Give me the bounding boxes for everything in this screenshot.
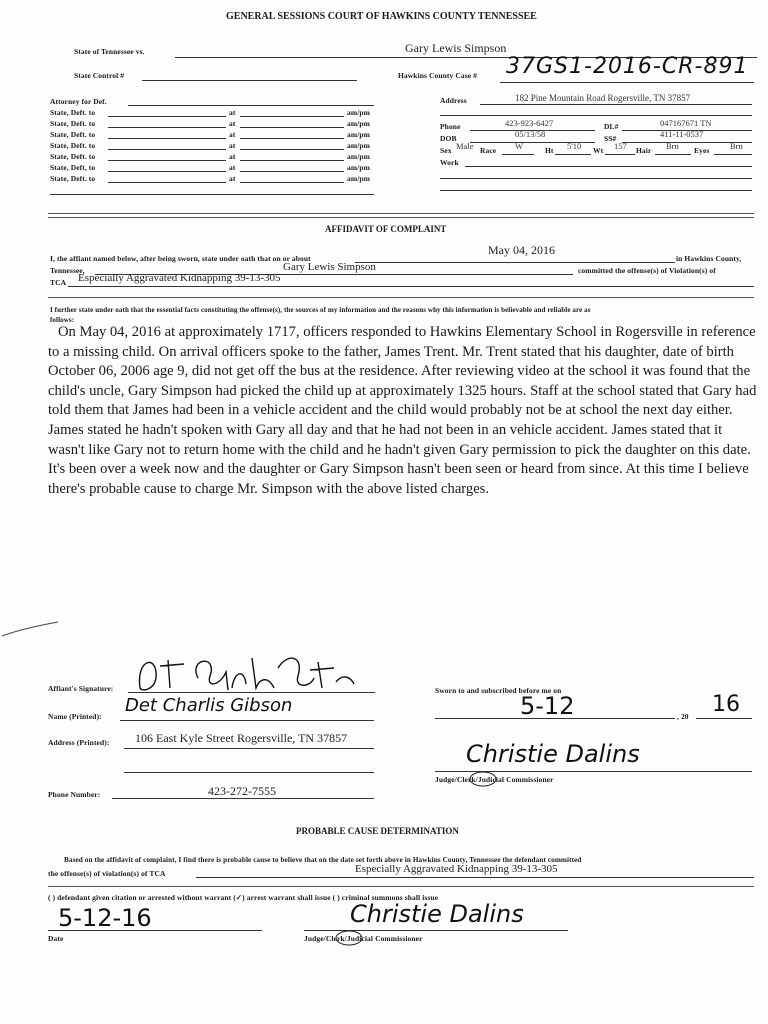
ampm-label: am/pm [347,163,370,172]
ss-label: SS# [604,134,617,143]
state-vs-label: State of Tennessee vs. [74,47,145,56]
sex-value: Male [456,141,474,151]
at-label: at [229,130,236,139]
margin-mark [0,618,60,642]
section-divider [48,886,754,887]
eyes-value: Brn [730,141,743,151]
ampm-label: am/pm [347,152,370,161]
at-label: at [229,152,236,161]
continuance-label: State, Deft. to [50,130,96,139]
at-label: at [229,163,236,172]
section-divider [48,213,754,214]
affidavit-narrative: On May 04, 2016 at approximately 1717, officers responded to Hawkins Elementary School in Rogersville in reference to a missing child. On arrival officers spoke to the father, James Trent. Mr. Trent stated that his daughter, date of birth October 06, 2006 age 9, did not get off the bus at the residence. After reviewing video at the school it was found that the child's uncle, Gary Simpson had picked the child up at approximately 1325 hours. Staff at the school stated that Gary had told them that James had been in a vehicle accident and the child would probably not be at school the next day either. James stated he hadn't spoken with Gary all day and that he had not been in an vehicle accident. James stated that it wasn't like Gary not to return home with the child and he hadn't given Gary permission to pick the daughter on this date. It's been over a week now and the daughter or Gary Simpson hasn't been seen or heard from since. At this time I believe there's probable cause to charge Mr. Simpson with the above listed charges. [48,324,757,497]
attorney-label: Attorney for Def. [50,97,107,106]
attorney-line [128,105,374,106]
sworn-year-handwritten: 16 [712,692,740,717]
ss-value: 411-11-0537 [660,129,704,139]
address-label: Address [440,96,467,105]
ampm-label: am/pm [347,174,370,183]
continuance-label: State, Deft. to [50,108,96,117]
ampm-label: am/pm [347,141,370,150]
state-control-label: State Control # [74,71,125,80]
clerk-circle [334,929,364,947]
section-divider [48,217,754,218]
pc-judge-signature: Christie Dalins [350,900,524,928]
affiant-signature [128,648,358,698]
left-blank-line [50,194,374,195]
affidavit-defendant: Gary Lewis Simpson [283,261,376,273]
dob-label: DOB [440,134,457,143]
affidavit-line1-a: I, the affiant named below, after being sworn, state under oath that on or about [50,254,311,263]
sworn-judge-label: Judge/Clerk/Judicial Commissioner [435,775,554,784]
affiant-name-label: Name (Printed): [48,712,102,721]
sworn-label: Sworn to and subscribed before me on [435,686,562,695]
further-state-line1: I further state under oath that the essential facts constituting the offense(s), the sources of my information and the reasons why this information is believable and reliable are as [50,306,591,314]
continuance-label: State, Deft. to [50,152,96,161]
address-line-2 [440,115,752,116]
affiant-name-handwritten: Det Charlis Gibson [125,695,293,716]
affidavit-line2-b: committed the offense(s) of Violation(s) of [578,266,716,275]
continuance-label: State, Deft. to [50,141,96,150]
at-label: at [229,119,236,128]
ampm-label: am/pm [347,130,370,139]
at-label: at [229,108,236,117]
eyes-label: Eyes [694,146,710,155]
affidavit-heading: AFFIDAVIT OF COMPLAINT [325,224,447,234]
defendant-name: Gary Lewis Simpson [405,41,507,55]
sworn-year-prefix: , 20 [677,712,689,721]
further-state-line2: follows: [50,316,75,324]
dob-value: 05/13/58 [515,129,546,139]
address-value: 182 Pine Mountain Road Rogersville, TN 37857 [515,93,691,103]
section-divider [48,297,754,298]
dl-value: 047167671 TN [660,118,712,128]
continuance-label: State, Deft, to [50,163,96,172]
pc-date-label: Date [48,934,64,943]
at-label: at [229,141,236,150]
address-line [480,104,752,105]
probable-cause-line1: Based on the affidavit of complaint, I find there is probable cause to believe that on the date set forth above in Hawkins County, Tennessee the defendant committed [64,856,582,864]
case-number-handwritten: 37GS1-2016-CR-891 [506,54,749,79]
probable-cause-tca-label: the offense(s) of violation(s) of TCA [48,869,166,878]
dl-label: DL# [604,122,619,131]
affidavit-tca-value: Especially Aggravated Kidnapping 39-13-305 [78,272,281,284]
affiant-phone-value: 423-272-7555 [208,784,276,798]
affidavit-line1-b: in Hawkins County, [676,254,742,263]
affidavit-date: May 04, 2016 [488,243,555,257]
sworn-date-handwritten: 5-12 [520,692,575,720]
race-value: W [515,141,524,151]
wt-value: 157 [614,141,627,151]
ht-value: 5'10 [567,141,582,151]
at-label: at [229,174,236,183]
probable-cause-tca-value: Especially Aggravated Kidnapping 39-13-305 [355,863,558,875]
clerk-circle [468,770,498,788]
state-control-line [142,80,357,81]
pc-date-handwritten: 5-12-16 [58,904,152,932]
court-title: GENERAL SESSIONS COURT OF HAWKINS COUNTY TENNESSEE [226,11,537,22]
hair-value: Brn [666,141,679,151]
wt-label: Wt [593,146,604,155]
case-number-line [500,82,754,83]
case-number-label: Hawkins County Case # [398,71,477,80]
warrant-options: ( ) defendant given citation or arrested without warrant (✓) arrest warrant shall issue ( ) criminal summons shall issue [48,893,439,902]
sworn-judge-signature: Christie Dalins [466,740,640,768]
pc-judge-label: Judge/Clerk/Judicial Commissioner [304,934,423,943]
affiant-phone-label: Phone Number: [48,790,101,799]
affiant-address-label: Address (Printed): [48,738,110,747]
affiant-signature-label: Affiant's Signature: [48,684,114,693]
ht-label: Ht [545,146,554,155]
continuance-label: State, Deft. to [50,119,96,128]
work-label: Work [440,158,459,167]
continuance-label: State, Deft. to [50,174,96,183]
ampm-label: am/pm [347,108,370,117]
sex-label: Sex [440,146,452,155]
phone-value: 423-923-6427 [505,118,554,128]
probable-cause-heading: PROBABLE CAUSE DETERMINATION [296,826,459,836]
phone-label: Phone [440,122,461,131]
affiant-address-value: 106 East Kyle Street Rogersville, TN 37857 [135,731,348,745]
hair-label: Hair [636,146,652,155]
affidavit-tca-label: TCA [50,278,67,287]
ampm-label: am/pm [347,119,370,128]
affidavit-line2-a: Tennessee, [50,266,85,275]
race-label: Race [480,146,497,155]
